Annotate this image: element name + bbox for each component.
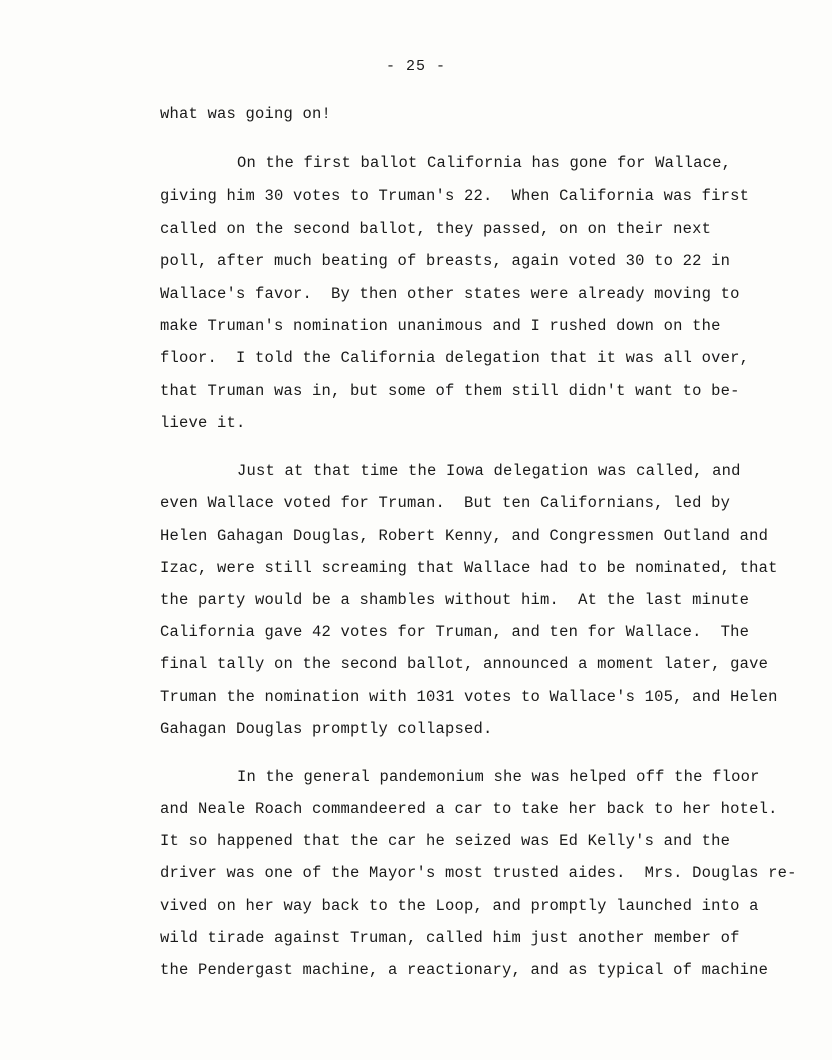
text-line: vived on her way back to the Loop, and promptly launched into a (160, 897, 759, 915)
text-line: lieve it. (160, 414, 246, 432)
text-line: the Pendergast machine, a reactionary, and as typical of machine (160, 961, 769, 979)
text-line: called on the second ballot, they passed, on on their next (160, 220, 712, 238)
text-line: Truman the nomination with 1031 votes to Wallace's 105, and Helen (160, 688, 778, 706)
text-line: Izac, were still screaming that Wallace had to be nominated, that (160, 559, 778, 577)
text-line: final tally on the second ballot, announced a moment later, gave (160, 655, 769, 673)
text-line: Wallace's favor. By then other states were already moving to (160, 285, 740, 303)
text-line: floor. I told the California delegation that it was all over, (160, 349, 750, 367)
text-line: Helen Gahagan Douglas, Robert Kenny, and Congressmen Outland and (160, 527, 769, 545)
text-line: the party would be a shambles without him. At the last minute (160, 591, 750, 609)
text-line: make Truman's nomination unanimous and I rushed down on the (160, 317, 721, 335)
text-line: poll, after much beating of breasts, again voted 30 to 22 in (160, 252, 731, 270)
text-line: that Truman was in, but some of them still didn't want to be- (160, 382, 740, 400)
text-line: driver was one of the Mayor's most trusted aides. Mrs. Douglas re- (160, 864, 797, 882)
text-line: even Wallace voted for Truman. But ten Californians, led by (160, 494, 731, 512)
text-line: In the general pandemonium she was helped off the floor (237, 768, 760, 786)
text-line: Just at that time the Iowa delegation was called, and (237, 462, 741, 480)
text-line: what was going on! (160, 105, 332, 123)
text-line: Gahagan Douglas promptly collapsed. (160, 720, 493, 738)
text-line: and Neale Roach commandeered a car to take her back to her hotel. (160, 800, 778, 818)
text-line: California gave 42 votes for Truman, and ten for Wallace. The (160, 623, 750, 641)
text-line: giving him 30 votes to Truman's 22. When California was first (160, 187, 750, 205)
text-line: It so happened that the car he seized was Ed Kelly's and the (160, 832, 731, 850)
text-line: wild tirade against Truman, called him just another member of (160, 929, 740, 947)
text-line: On the first ballot California has gone for Wallace, (237, 154, 732, 172)
page-number: - 25 - (385, 58, 446, 75)
